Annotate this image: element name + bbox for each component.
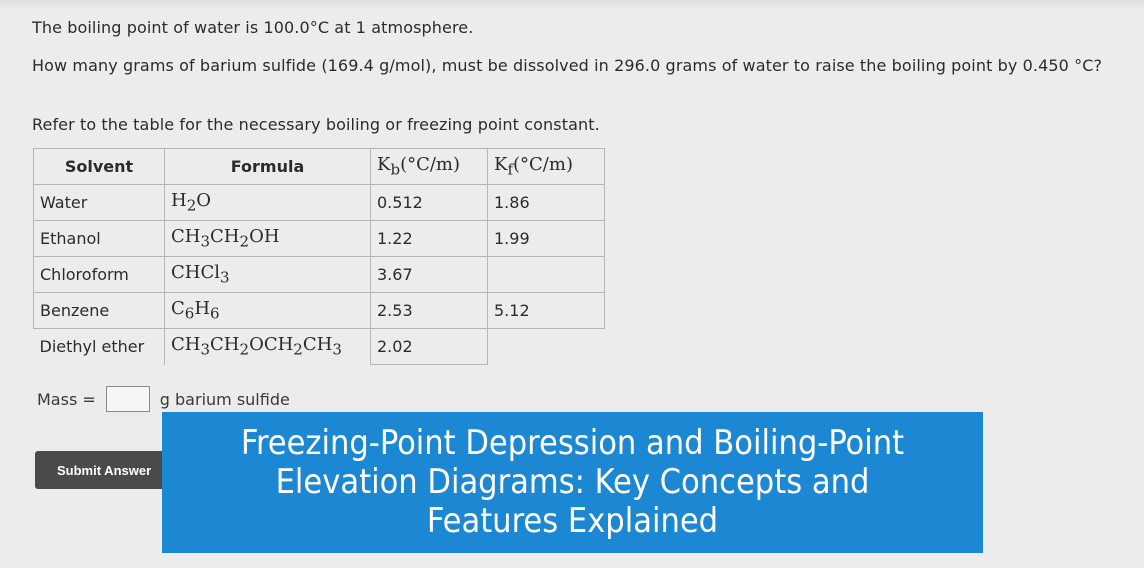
cell-kb: 1.22: [371, 221, 488, 257]
cell-kf: 1.99: [488, 221, 605, 257]
table-row: [34, 185, 605, 221]
cropped-header: [0, 0, 1144, 10]
cell-solvent: Chloroform: [34, 257, 165, 293]
cell-solvent: Ethanol: [34, 221, 165, 257]
cell-solvent: Benzene: [34, 293, 165, 329]
table-row: [34, 257, 605, 293]
table-row: [34, 293, 605, 329]
cell-formula: $CH_3CH_2OH$: [165, 221, 371, 257]
header-formula: Formula: [165, 149, 371, 185]
cell-kf: [488, 329, 605, 365]
title-banner: [162, 412, 983, 553]
mass-unit-label: g barium sulfide: [159, 389, 290, 409]
cell-solvent: Diethyl ether: [34, 329, 165, 365]
cell-kb: 2.53: [371, 293, 488, 329]
cell-kb: 3.67: [371, 257, 488, 293]
table-row: [34, 329, 605, 365]
header-solvent: Solvent: [34, 149, 165, 185]
table-header-row: [34, 149, 605, 185]
cell-formula: $CH_3CH_2OCH_2CH_3$: [165, 329, 371, 365]
header-kf: $K_f(^\circ C/m)$: [488, 149, 605, 185]
cell-formula: CHCl$_3$: [165, 257, 371, 293]
cell-kb: 0.512: [371, 185, 488, 221]
mass-input[interactable]: [106, 386, 150, 412]
cell-formula: $H_2O$: [165, 185, 371, 221]
submit-answer-button[interactable]: Submit Answer: [35, 451, 185, 489]
answer-row: [37, 386, 290, 412]
question-line-3: Refer to the table for the necessary boiling or freezing point constant.: [32, 115, 600, 134]
cell-kf: [488, 257, 605, 293]
cell-kb: 2.02: [371, 329, 488, 365]
header-kb: $K_b(^\circ C/m)$: [371, 149, 488, 185]
cell-solvent: Water: [34, 185, 165, 221]
banner-title: Freezing-Point Depression and Boiling-Point Elevation Diagrams: Key Concepts and Features Explained: [240, 423, 905, 541]
question-line-2: How many grams of barium sulfide (169.4 g/mol), must be dissolved in 296.0 grams of water to raise the boiling point by 0.450 °C?: [32, 56, 1103, 75]
cell-kf: 5.12: [488, 293, 605, 329]
table-row: [34, 221, 605, 257]
question-line-1: The boiling point of water is 100.0°C at 1 atmosphere.: [32, 18, 474, 37]
cell-formula: $C_6H_6$: [165, 293, 371, 329]
constants-table: [33, 148, 605, 365]
cell-kf: 1.86: [488, 185, 605, 221]
mass-label: Mass =: [37, 389, 96, 409]
